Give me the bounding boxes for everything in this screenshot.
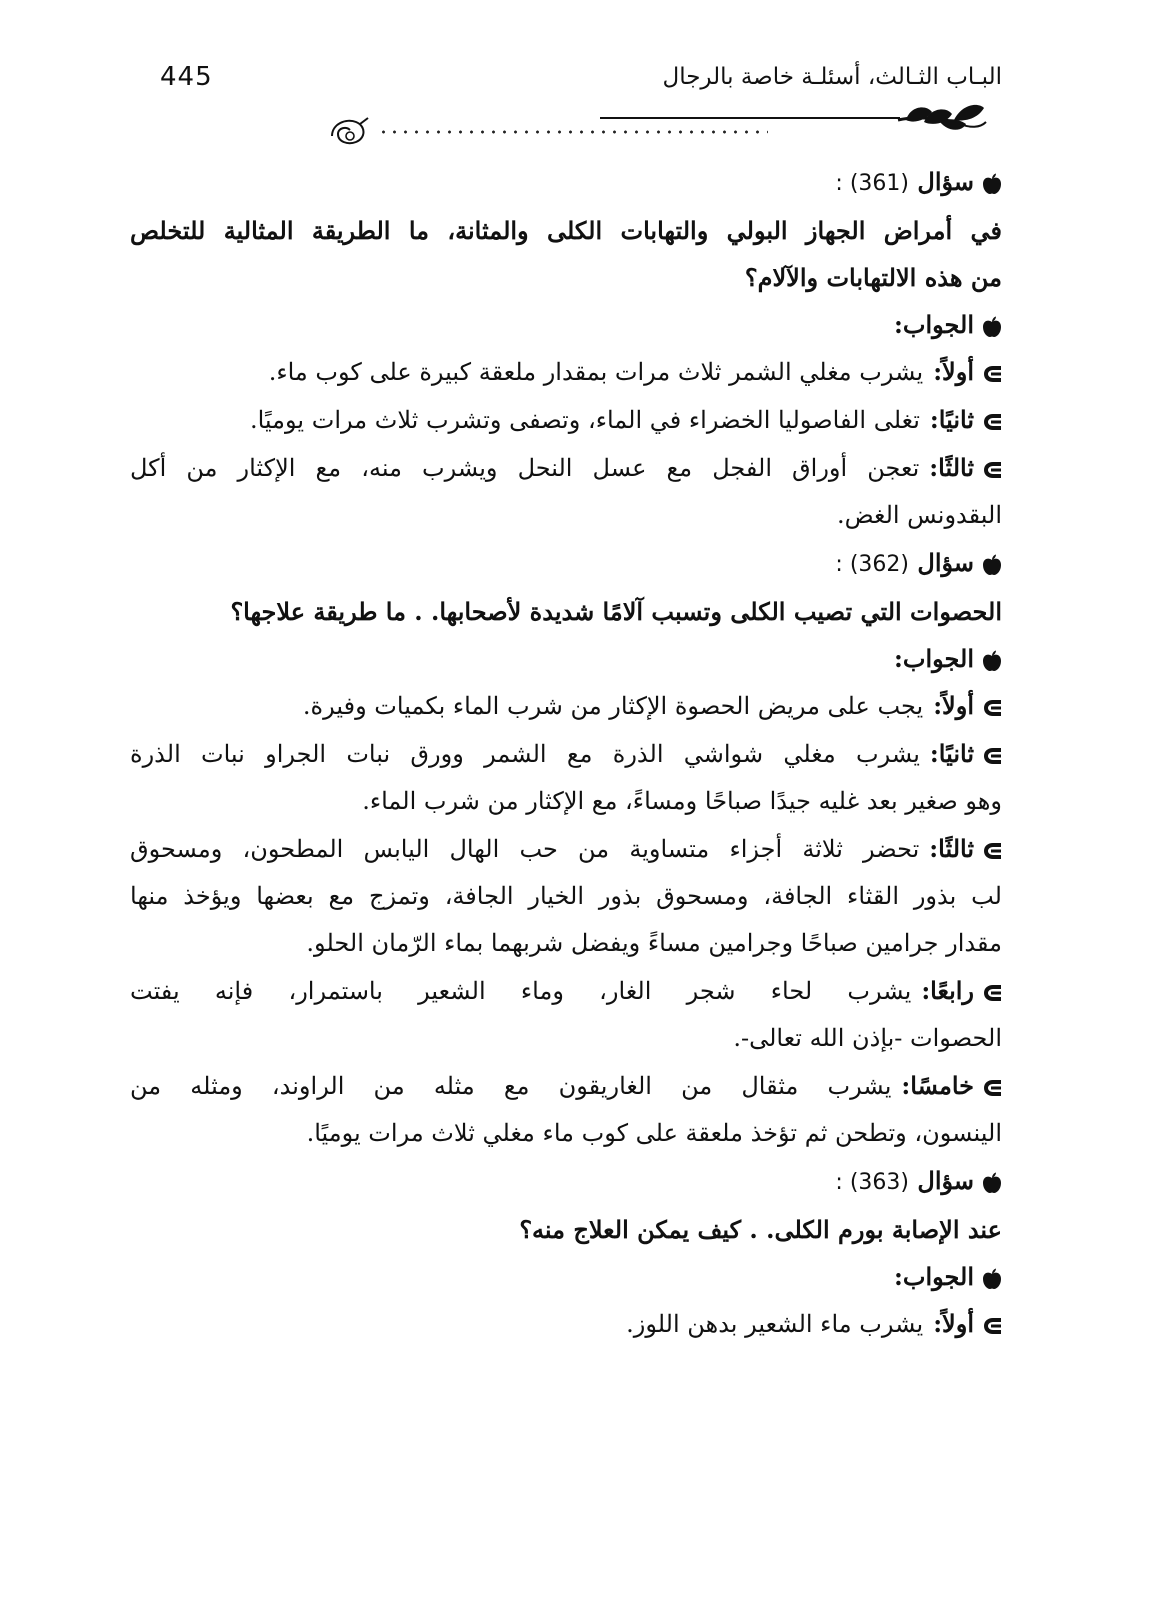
item-text: يشرب لحاء شجر الغار، وماء الشعير باستمرار، فإنه يفتت [130, 977, 912, 1005]
answer-heading [130, 635, 1002, 682]
question-text-line: من هذه الالتهابات والآلام؟ [744, 263, 1002, 292]
answer-item [130, 1062, 1002, 1110]
item-text: تحضر ثلاثة أجزاء متساوية من حب الهال اليابس المطحون، ومسحوق [130, 835, 920, 863]
answer-label: الجواب: [894, 310, 974, 339]
question-label: سؤال [917, 167, 974, 196]
question-label: سؤال [917, 548, 974, 577]
answer-label: الجواب: [894, 644, 974, 673]
page-number: 445 [160, 62, 213, 92]
answer-item [130, 348, 1002, 396]
item-continuation: مقدار جرامين صباحًا وجرامين مساءً ويفضل شربهما بماء الرّمان الحلو. [306, 929, 1002, 957]
item-label: ثالثًا: [929, 453, 974, 482]
answer-item [130, 1300, 1002, 1348]
question-heading [130, 158, 1002, 207]
header-rule [600, 117, 900, 119]
arrow-icon [982, 1079, 1002, 1097]
arrow-icon [982, 984, 1002, 1002]
answer-item [130, 730, 1002, 778]
item-continuation: الحصوات -بإذن الله تعالى-. [733, 1024, 1002, 1052]
arrow-icon [982, 413, 1002, 431]
apple-icon [982, 1268, 1002, 1290]
apple-icon [982, 316, 1002, 338]
item-label: ثالثًا: [929, 834, 974, 863]
question-label: سؤال [917, 1166, 974, 1195]
item-label: خامسًا: [901, 1071, 974, 1100]
leaf-ornament-icon [896, 98, 988, 138]
item-continuation: لب بذور القثاء الجافة، ومسحوق بذور الخيار الجافة، وتمزج مع بعضها ويؤخذ منها [130, 882, 1002, 910]
item-label: ثانيًا: [929, 739, 974, 768]
answer-item [130, 444, 1002, 492]
item-continuation: وهو صغير بعد غليه جيدًا صباحًا ومساءً، مع الإكثار من شرب الماء. [362, 787, 1002, 815]
apple-icon [982, 650, 1002, 672]
apple-icon [982, 554, 1002, 576]
item-label: أولاً: [933, 357, 974, 386]
item-text: تعجن أوراق الفجل مع عسل النحل ويشرب منه، مع الإكثار من أكل [130, 454, 920, 482]
item-label: ثانيًا: [929, 405, 974, 434]
answer-item [130, 682, 1002, 730]
apple-icon [982, 173, 1002, 195]
answer-heading [130, 1253, 1002, 1300]
arrow-icon [982, 747, 1002, 765]
question-heading [130, 539, 1002, 588]
item-continuation: الينسون، وتطحن ثم تؤخذ ملعقة على كوب ماء مغلي ثلاث مرات يوميًا. [306, 1119, 1002, 1147]
ring-ornament-icon [326, 114, 372, 148]
arrow-icon [982, 461, 1002, 479]
question-number: (362) : [835, 552, 910, 577]
item-label: أولاً: [933, 691, 974, 720]
question-heading [130, 1157, 1002, 1206]
question-text-line: في أمراض الجهاز البولي والتهابات الكلى والمثانة، ما الطريقة المثالية للتخلص [130, 216, 1002, 245]
arrow-icon [982, 1317, 1002, 1335]
item-label: رابعًا: [921, 976, 974, 1005]
answer-item [130, 967, 1002, 1015]
item-text: يشرب مغلي شواشي الذرة مع الشمر وورق نبات الجراو نبات الذرة [130, 740, 920, 768]
item-label: أولاً: [933, 1309, 974, 1338]
question-number: (361) : [835, 171, 910, 196]
dot-leader-divider [378, 125, 768, 139]
page-content [130, 158, 1002, 1348]
answer-item [130, 825, 1002, 873]
arrow-icon [982, 365, 1002, 383]
answer-heading [130, 301, 1002, 348]
item-text: يشرب مغلي الشمر ثلاث مرات بمقدار ملعقة كبيرة على كوب ماء. [268, 358, 924, 386]
arrow-icon [982, 699, 1002, 717]
question-text-line: الحصوات التي تصيب الكلى وتسبب آلامًا شديدة لأصحابها. . ما طريقة علاجها؟ [230, 597, 1002, 626]
question-text-line: عند الإصابة بورم الكلى. . كيف يمكن العلاج منه؟ [519, 1215, 1002, 1244]
item-text: يشرب ماء الشعير بدهن اللوز. [626, 1310, 924, 1338]
arrow-icon [982, 842, 1002, 860]
answer-item [130, 396, 1002, 444]
question-number: (363) : [835, 1170, 910, 1195]
item-text: يشرب مثقال من الغاريقون مع مثله من الراوند، ومثله من [130, 1072, 892, 1100]
item-continuation: البقدونس الغض. [836, 501, 1002, 529]
running-head: البـاب الثـالث، أسئلـة خاصة بالرجال [662, 64, 1002, 90]
apple-icon [982, 1172, 1002, 1194]
item-text: تغلى الفاصوليا الخضراء في الماء، وتصفى وتشرب ثلاث مرات يوميًا. [249, 406, 920, 434]
answer-label: الجواب: [894, 1262, 974, 1291]
item-text: يجب على مريض الحصوة الإكثار من شرب الماء بكميات وفيرة. [302, 692, 924, 720]
